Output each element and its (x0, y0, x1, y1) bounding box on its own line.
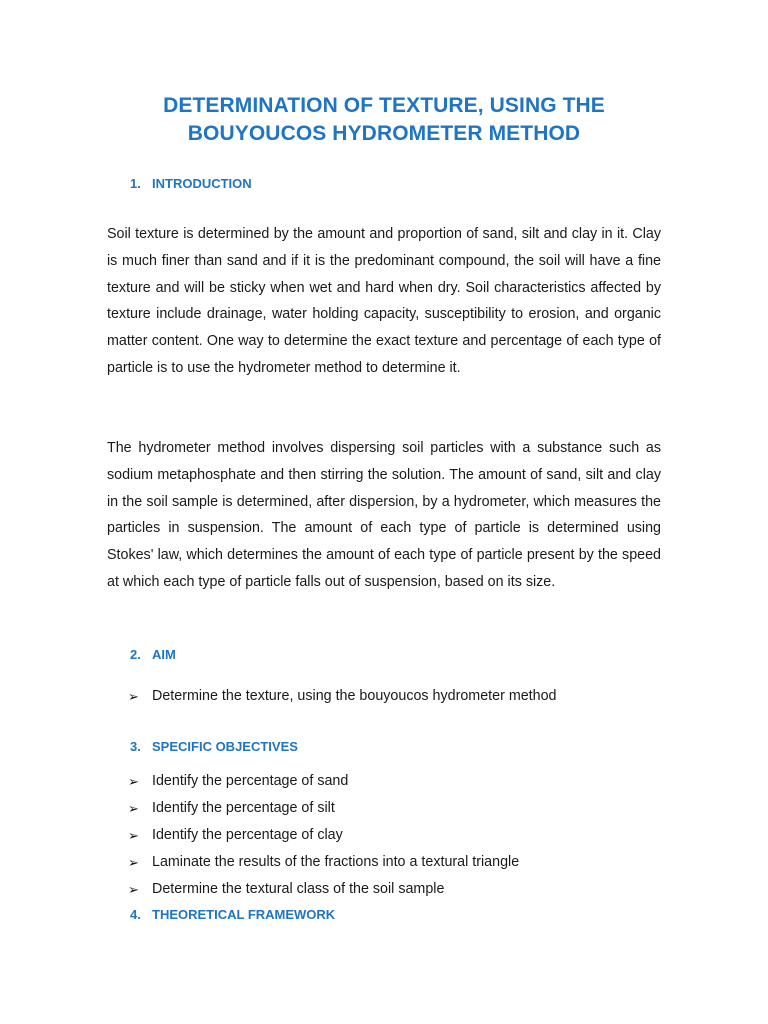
list-item (128, 795, 519, 822)
heading-aim (130, 647, 176, 663)
title-line-1: DETERMINATION OF TEXTURE, USING THE (163, 94, 605, 117)
heading-text: INTRODUCTION (152, 176, 252, 191)
intro-paragraph-1: Soil texture is determined by the amount and proportion of sand, silt and clay in it. Clay is much finer than sand and if it is the predominant compound, the soil will have a fine texture and will be sticky when wet and hard when dry. Soil characteristics affected by texture include drainage, water holding capacity, susceptibility to erosion, and organic matter content. One way to determine the exact texture and percentage of each type of particle is to use the hydrometer method to determine it. (107, 226, 661, 376)
heading-specific-objectives (130, 739, 298, 755)
arrow-bullet-icon: ➢ (128, 855, 139, 870)
heading-number: 2. (130, 647, 141, 662)
list-item-text: Laminate the results of the fractions into a textural triangle (152, 854, 520, 870)
title-line-2: BOUYOUCOS HYDROMETER METHOD (187, 122, 581, 145)
list-item (128, 849, 519, 876)
document-title (0, 92, 768, 148)
heading-text: AIM (152, 647, 176, 662)
arrow-bullet-icon: ➢ (128, 774, 139, 789)
list-item-text: Identify the percentage of sand (152, 773, 349, 789)
heading-number: 1. (130, 176, 141, 191)
objectives-list (128, 768, 519, 903)
heading-text: SPECIFIC OBJECTIVES (152, 739, 298, 754)
list-item (128, 683, 557, 710)
list-item-text: Determine the texture, using the bouyoucos hydrometer method (152, 688, 557, 704)
arrow-bullet-icon: ➢ (128, 801, 139, 816)
heading-number: 4. (130, 907, 141, 922)
list-item (128, 768, 519, 795)
aim-list (128, 683, 557, 710)
heading-theoretical-framework (130, 907, 335, 923)
arrow-bullet-icon: ➢ (128, 689, 139, 704)
heading-number: 3. (130, 739, 141, 754)
list-item (128, 822, 519, 849)
list-item (128, 876, 519, 903)
arrow-bullet-icon: ➢ (128, 882, 139, 897)
arrow-bullet-icon: ➢ (128, 828, 139, 843)
list-item-text: Determine the textural class of the soil sample (152, 881, 445, 897)
intro-paragraph-2: The hydrometer method involves dispersing soil particles with a substance such as sodium metaphosphate and then stirring the solution. The amount of sand, silt and clay in the soil sample is determined, after dispersion, by a hydrometer, which measures the particles in suspension. The amount of each type of particle is determined using Stokes' law, which determines the amount of each type of particle present by the speed at which each type of particle falls out of suspension, based on its size. (107, 440, 661, 590)
list-item-text: Identify the percentage of silt (152, 800, 335, 816)
list-item-text: Identify the percentage of clay (152, 827, 343, 843)
heading-text: THEORETICAL FRAMEWORK (152, 907, 336, 922)
heading-introduction (130, 176, 252, 192)
